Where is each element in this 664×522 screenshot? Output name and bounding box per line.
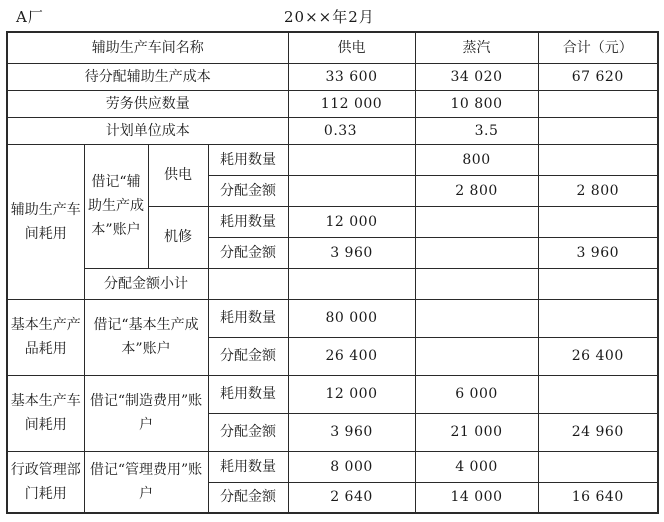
aux-repair-qty-steam (415, 206, 538, 237)
basic-amt-steam (415, 337, 538, 375)
row-supply-steam: 10 800 (415, 90, 538, 117)
header-total: 合计（元） (538, 32, 658, 63)
admin-amt-steam: 14 000 (415, 482, 538, 513)
aux-power-amt-power (288, 175, 415, 206)
aux-group-label: 辅助生产车间耗用 (7, 144, 84, 299)
basic-amt-total: 26 400 (538, 337, 658, 375)
row-unitcost-power: 0.33 (288, 117, 415, 144)
row-cost-label: 待分配辅助生产成本 (7, 63, 288, 90)
shop-qty-power: 12 000 (288, 375, 415, 413)
aux-subtotal-label: 分配金额小计 (84, 268, 208, 299)
basic-qty-steam (415, 299, 538, 337)
row-cost-steam: 34 020 (415, 63, 538, 90)
shop-qty-label: 耗用数量 (208, 375, 288, 413)
row-supply-total (538, 90, 658, 117)
aux-power-qty-power (288, 144, 415, 175)
header-steam: 蒸汽 (415, 32, 538, 63)
row-cost-total: 67 620 (538, 63, 658, 90)
row-supply-label: 劳务供应数量 (7, 90, 288, 117)
aux-power-amt-label: 分配金额 (208, 175, 288, 206)
cost-allocation-table (6, 31, 659, 514)
shop-amt-label: 分配金额 (208, 413, 288, 451)
aux-power-qty-steam: 800 (415, 144, 538, 175)
aux-repair-qty-power: 12 000 (288, 206, 415, 237)
aux-repair-amt-power: 3 960 (288, 237, 415, 268)
admin-group-label: 行政管理部门耗用 (7, 451, 84, 513)
period-label: 20××年2月 (284, 8, 375, 26)
basic-qty-label: 耗用数量 (208, 299, 288, 337)
basic-debit-label: 借记“基本生产成本”账户 (84, 299, 208, 375)
row-supply-power: 112 000 (288, 90, 415, 117)
basic-group-label: 基本生产产品耗用 (7, 299, 84, 375)
shop-qty-steam: 6 000 (415, 375, 538, 413)
aux-subtotal-total (415, 268, 538, 299)
aux-sub-power: 供电 (148, 144, 208, 206)
aux-debit-label: 借记“辅助生产成本”账户 (84, 144, 148, 268)
aux-subtotal-power (208, 268, 288, 299)
shop-amt-power: 3 960 (288, 413, 415, 451)
admin-amt-power: 2 640 (288, 482, 415, 513)
aux-power-qty-total (538, 144, 658, 175)
admin-qty-label: 耗用数量 (208, 451, 288, 482)
shop-qty-total (538, 375, 658, 413)
factory-label: A厂 (16, 8, 44, 26)
admin-amt-label: 分配金额 (208, 482, 288, 513)
header-power: 供电 (288, 32, 415, 63)
aux-subtotal-steam (288, 268, 415, 299)
row-unitcost-total (538, 117, 658, 144)
shop-amt-steam: 21 000 (415, 413, 538, 451)
row-unitcost-steam: 3.5 (415, 117, 538, 144)
aux-repair-qty-total (538, 206, 658, 237)
basic-qty-power: 80 000 (288, 299, 415, 337)
header-workshop-name: 辅助生产车间名称 (7, 32, 288, 63)
basic-qty-total (538, 299, 658, 337)
aux-power-qty-label: 耗用数量 (208, 144, 288, 175)
aux-repair-amt-label: 分配金额 (208, 237, 288, 268)
shop-amt-total: 24 960 (538, 413, 658, 451)
row-unitcost-label: 计划单位成本 (7, 117, 288, 144)
admin-qty-steam: 4 000 (415, 451, 538, 482)
aux-repair-qty-label: 耗用数量 (208, 206, 288, 237)
admin-debit-label: 借记“管理费用”账户 (84, 451, 208, 513)
shop-debit-label: 借记“制造费用”账户 (84, 375, 208, 451)
basic-amt-label: 分配金额 (208, 337, 288, 375)
admin-qty-power: 8 000 (288, 451, 415, 482)
aux-repair-amt-total: 3 960 (538, 237, 658, 268)
basic-amt-power: 26 400 (288, 337, 415, 375)
aux-repair-amt-steam (415, 237, 538, 268)
row-cost-power: 33 600 (288, 63, 415, 90)
admin-qty-total (538, 451, 658, 482)
shop-group-label: 基本生产车间耗用 (7, 375, 84, 451)
aux-power-amt-steam: 2 800 (415, 175, 538, 206)
aux-power-amt-total: 2 800 (538, 175, 658, 206)
admin-amt-total: 16 640 (538, 482, 658, 513)
aux-sub-repair: 机修 (148, 206, 208, 268)
